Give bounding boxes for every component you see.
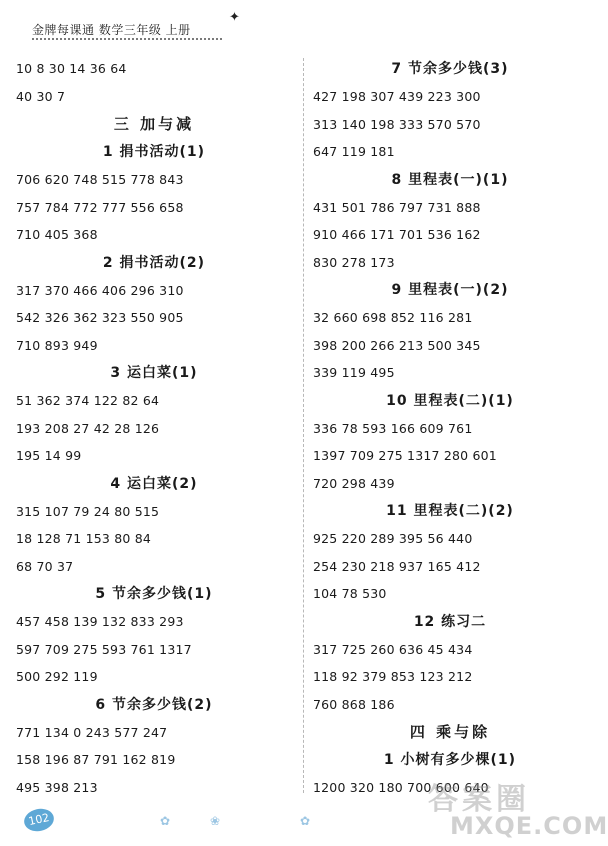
answer-line: 647 119 181 bbox=[313, 144, 395, 159]
site-watermark bbox=[420, 774, 608, 842]
answer-line: 68 70 37 bbox=[16, 558, 74, 574]
answer-line: 317 370 466 406 296 310 bbox=[16, 282, 184, 298]
answer-line: 710 405 368 bbox=[16, 227, 98, 242]
answer-line: 710 893 949 bbox=[16, 337, 98, 353]
lesson-title: 5 节余多少钱(1) bbox=[95, 586, 213, 602]
header-dotted-rule bbox=[32, 38, 222, 40]
watermark-logo-text: 答案圈 bbox=[428, 782, 530, 817]
watermark-url: MXQE.COM bbox=[450, 812, 608, 840]
leaf-decoration-icon: ❀ bbox=[210, 814, 221, 828]
answer-line: 254 230 218 937 165 412 bbox=[313, 558, 481, 574]
answer-line: 18 128 71 153 80 84 bbox=[16, 531, 152, 546]
answer-line: 313 140 198 333 570 570 bbox=[313, 116, 481, 132]
page-header bbox=[30, 10, 290, 40]
answer-line: 40 30 7 bbox=[16, 88, 66, 104]
answer-line: 32 660 698 852 116 281 bbox=[313, 310, 473, 325]
flower-decoration-icon: ✿ bbox=[160, 814, 171, 828]
answer-line: 339 119 495 bbox=[313, 365, 395, 380]
lesson-title: 7 节余多少钱(3) bbox=[391, 61, 509, 77]
lesson-title: 9 里程表(一)(2) bbox=[391, 282, 509, 298]
answer-line: 427 198 307 439 223 300 bbox=[313, 89, 481, 104]
lesson-title: 12 练习二 bbox=[413, 613, 487, 630]
lesson-title: 1 捐书活动(1) bbox=[102, 144, 206, 160]
answer-line: 431 501 786 797 731 888 bbox=[313, 199, 481, 215]
flower-decoration-icon: ✿ bbox=[300, 814, 311, 828]
answer-line: 597 709 275 593 761 1317 bbox=[16, 641, 192, 657]
answer-line: 495 398 213 bbox=[16, 779, 98, 795]
answer-line: 706 620 748 515 778 843 bbox=[16, 172, 184, 187]
answer-line: 500 292 119 bbox=[16, 669, 98, 684]
left-answer-column bbox=[16, 55, 286, 801]
answer-line: 193 208 27 42 28 126 bbox=[16, 420, 160, 436]
lesson-title: 2 捐书活动(2) bbox=[102, 254, 206, 271]
right-answer-column bbox=[313, 55, 581, 802]
answer-line: 317 725 260 636 45 434 bbox=[313, 641, 473, 657]
answer-line: 118 92 379 853 123 212 bbox=[313, 669, 473, 684]
answer-line: 398 200 266 213 500 345 bbox=[313, 337, 481, 353]
lesson-title: 4 运白菜(2) bbox=[110, 475, 198, 492]
answer-line: 158 196 87 791 162 819 bbox=[16, 752, 176, 767]
book-title: 金牌每课通 数学三年级 上册 bbox=[32, 23, 191, 37]
answer-line: 542 326 362 323 550 905 bbox=[16, 310, 184, 325]
answer-line: 910 466 171 701 536 162 bbox=[313, 227, 481, 242]
lesson-title: 8 里程表(一)(1) bbox=[391, 171, 509, 188]
star-icon: ✦ bbox=[229, 10, 240, 25]
answer-line: 771 134 0 243 577 247 bbox=[16, 724, 168, 740]
answer-line: 830 278 173 bbox=[313, 254, 395, 270]
answer-line: 925 220 289 395 56 440 bbox=[313, 531, 473, 546]
answer-line: 457 458 139 132 833 293 bbox=[16, 614, 184, 629]
answer-line: 720 298 439 bbox=[313, 475, 395, 491]
answer-line: 195 14 99 bbox=[16, 448, 82, 463]
unit-title: 四 乘与除 bbox=[409, 723, 491, 741]
lesson-title: 11 里程表(二)(2) bbox=[386, 503, 514, 519]
answer-line: 1200 320 180 700 600 640 bbox=[313, 780, 489, 795]
lesson-title: 1 小树有多少棵(1) bbox=[383, 752, 517, 768]
answer-line: 51 362 374 122 82 64 bbox=[16, 393, 160, 408]
answer-line: 760 868 186 bbox=[313, 696, 395, 712]
column-divider bbox=[303, 58, 304, 793]
answer-line: 1397 709 275 1317 280 601 bbox=[313, 448, 497, 463]
answer-line: 336 78 593 166 609 761 bbox=[313, 420, 473, 436]
lesson-title: 10 里程表(二)(1) bbox=[386, 392, 514, 409]
unit-title: 三 加与减 bbox=[113, 115, 195, 133]
answer-line: 315 107 79 24 80 515 bbox=[16, 503, 160, 519]
answer-line: 104 78 530 bbox=[313, 586, 387, 601]
page-number-badge: 102 bbox=[22, 806, 56, 834]
lesson-title: 6 节余多少钱(2) bbox=[95, 696, 213, 713]
answer-line: 10 8 30 14 36 64 bbox=[16, 61, 127, 76]
lesson-title: 3 运白菜(1) bbox=[110, 365, 198, 381]
answer-line: 757 784 772 777 556 658 bbox=[16, 199, 184, 215]
